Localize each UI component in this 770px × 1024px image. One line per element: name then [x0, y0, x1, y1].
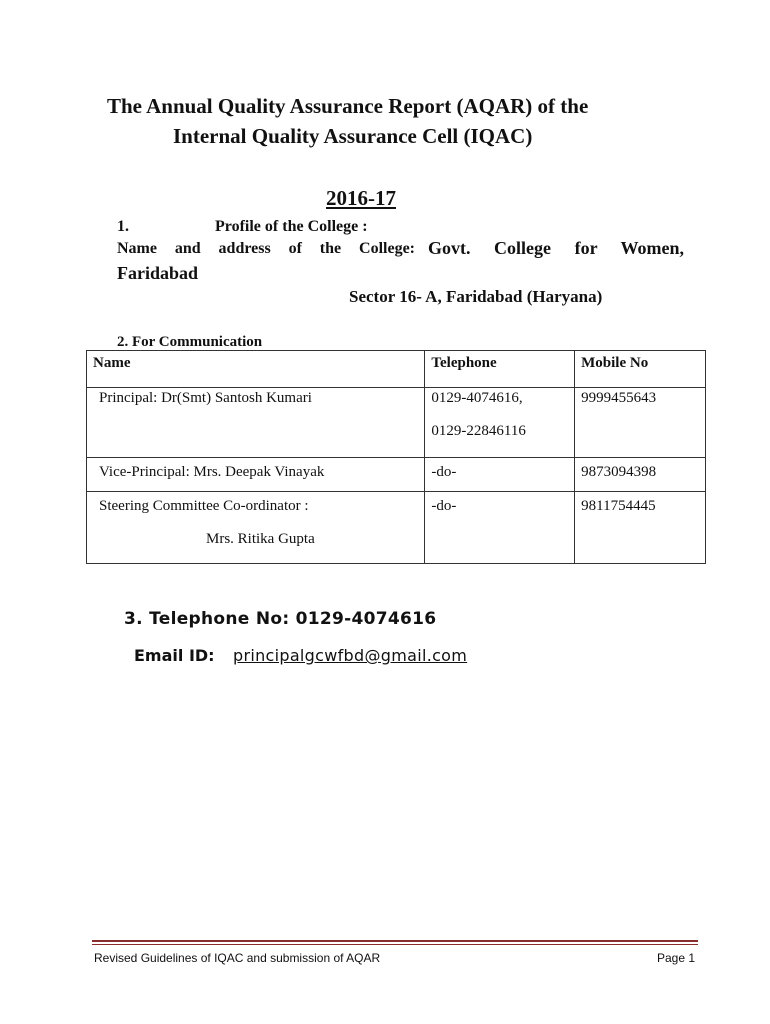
email-link[interactable]: principalgcwfbd@gmail.com: [233, 646, 468, 665]
section-3-telephone: 3. Telephone No: 0129-4074616: [124, 609, 437, 629]
table-cell-telephone: -do-: [425, 458, 575, 492]
college-name: Govt. College for Women,: [428, 238, 684, 258]
table-cell-mobile: 9811754445: [575, 492, 706, 564]
college-name-label: Name and address of the College:: [117, 240, 415, 257]
header-cell-name: Name: [87, 351, 425, 388]
table-row: [87, 492, 706, 564]
page-number: Page 1: [657, 951, 696, 965]
table-row: [87, 458, 706, 492]
section-2-heading: 2. For Communication: [117, 334, 263, 350]
header-cell-telephone: Telephone: [425, 351, 575, 388]
college-address: Sector 16- A, Faridabad (Haryana): [349, 287, 603, 306]
section-1-number: 1.: [117, 218, 129, 235]
table-cell-telephone: -do-: [425, 492, 575, 564]
report-title-line-1: The Annual Quality Assurance Report (AQAR) of the: [107, 94, 589, 118]
footer-divider-thin: [92, 944, 698, 945]
college-city: Faridabad: [117, 263, 199, 283]
footer-text: Revised Guidelines of IQAC and submission of AQAR: [94, 951, 381, 965]
report-year: 2016-17: [326, 186, 396, 210]
table-cell-mobile: 9873094398: [575, 458, 706, 492]
table-cell-mobile: 9999455643: [575, 388, 706, 458]
table-cell-name: Vice-Principal: Mrs. Deepak Vinayak: [87, 458, 425, 492]
table-cell-name: Steering Committee Co-ordinator : Mrs. Ritika Gupta: [87, 492, 425, 564]
email-label: Email ID:: [134, 646, 215, 665]
report-title-line-2: Internal Quality Assurance Cell (IQAC): [173, 124, 533, 148]
communication-table: [86, 350, 706, 564]
table-cell-name: Principal: Dr(Smt) Santosh Kumari: [87, 388, 425, 458]
header-cell-mobile: Mobile No: [575, 351, 706, 388]
table-row: [87, 388, 706, 458]
footer-divider: [92, 940, 698, 942]
table-header-row: [87, 351, 706, 388]
section-1-heading: Profile of the College :: [215, 218, 368, 235]
table-cell-telephone: 0129-4074616, 0129-22846116: [425, 388, 575, 458]
